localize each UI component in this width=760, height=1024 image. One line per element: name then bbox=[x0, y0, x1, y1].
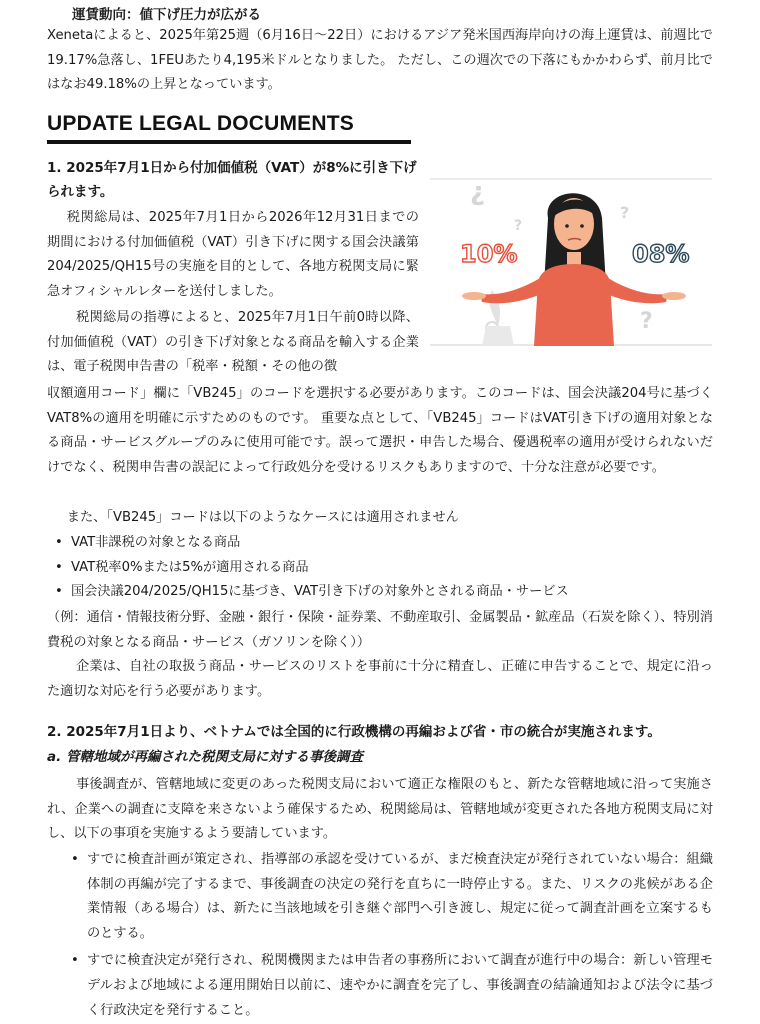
freight-heading: 運賃動向：値下げ圧力が広がる bbox=[72, 7, 261, 23]
item2-subheading: a. 管轄地域が再編された税関支局に対する事後調査 bbox=[47, 749, 363, 765]
section-title-underline bbox=[47, 140, 411, 144]
list-item: • 国会決議204/2025/QH15に基づき、VAT引き下げの対象外とされる商品・サービス bbox=[47, 580, 713, 605]
item1-paragraph-2a: 税関総局の指導によると、2025年7月1日午前0時以降、付加価値税（VAT）の引き下げ対象となる商品を輸入する企業は、電子税関申告書の「税率・税額・その他の徴 bbox=[47, 310, 419, 375]
question-mark-icon: ? bbox=[514, 218, 523, 234]
item1-paragraph-1: 税関総局は、2025年7月1日から2026年12月31日までの期間における付加価値税（VAT）引き下げに関する国会決議第204/2025/QH15号の実施を目的として、各地方税関支局に緊急オフィシャルレターを送付しました。 bbox=[47, 210, 419, 299]
list-item: • すでに検査決定が発行され、税関機関または申告者の事務所において調査が進行中の場合：新しい管理モデルおよび地域による運用開始日以前に、速やかに調査を完了し、事後調査の結論通知および法令に基づく行政決定を発行すること。 bbox=[47, 949, 713, 1023]
label-08-percent: 08% bbox=[632, 240, 690, 268]
freight-paragraph: Xenetaによると、2025年第25週（6月16日～22日）におけるアジア発米国西海岸向けの海上運賃は、前週比で19.17%急落し、1FEUあたり4,195米ドルとなりました。 ただし、この週次での下落にもかかわらず、前月比ではなお49.18%の上昇となっています。 bbox=[47, 28, 713, 93]
list-item: • VAT税率0%または5%が適用される商品 bbox=[47, 556, 713, 581]
list-item: • すでに検査計画が策定され、指導部の承認を受けているが、まだ検査決定が発行されていない場合：組織体制の再編が完了するまで、事後調査の決定の発行を直ちに一時停止する。また、リスクの兆候がある企業情報（ある場合）は、新たに当該地域を引き継ぐ部門へ引き渡し、規定に従って調査計画を立案するものとする。 bbox=[47, 848, 713, 946]
item2-heading: 2. 2025年7月1日より、ベトナムでは全国的に行政機構の再編および省・市の統合が実施されます。 bbox=[47, 724, 661, 740]
exclusion-intro: また、「VB245」コードは以下のようなケースには適用されません bbox=[66, 510, 459, 525]
item1-heading: 1. 2025年7月1日から付加価値税（VAT）が8%に引き下げられます。 bbox=[47, 160, 417, 200]
item2-paragraph-1: 事後調査が、管轄地域に変更のあった税関支局において適正な権限のもと、新たな管轄地域に沿って実施され、企業への調査に支障を来さないよう確保するため、税関総局は、管轄地域が変更された各地方税関支局に対し、以下の事項を実施するよう要請しています。 bbox=[47, 777, 713, 842]
exclusion-examples: （例：通信・情報技術分野、金融・銀行・保険・証券業、不動産取引、金属製品・鉱産品（石炭を除く）、特別消費税の対象となる商品・サービス（ガソリンを除く）） bbox=[47, 610, 713, 650]
vat-illustration bbox=[430, 178, 712, 346]
question-mark-icon: ¿ bbox=[470, 178, 486, 207]
label-10-percent: 10% bbox=[460, 240, 518, 268]
section-title: UPDATE LEGAL DOCUMENTS bbox=[47, 112, 354, 135]
exclusion-list bbox=[47, 531, 713, 605]
item1-paragraph-2b: 収額適用コード」欄に「VB245」のコードを選択する必要があります。このコードは、国会決議204号に基づくVAT8%の適用を明確に示すためのものです。 重要な点として、「VB245」コードはVAT引き下げの適用対象となる商品・サービスグループのみに使用可能です。誤って選択・申告した場合、優遇税率の適用が受けられないだけでなく、税関申告書の誤記によって行政処分を受けるリスクもありますので、十分な注意が必要です。 bbox=[47, 386, 713, 475]
item2-bullet-list bbox=[47, 848, 713, 1023]
list-item: • VAT非課税の対象となる商品 bbox=[47, 531, 713, 556]
question-mark-icon: ? bbox=[640, 309, 653, 334]
question-mark-icon: ? bbox=[620, 203, 630, 222]
item1-closing: 企業は、自社の取扱う商品・サービスのリストを事前に十分に精査し、正確に申告することで、規定に沿った適切な対応を行う必要があります。 bbox=[47, 659, 713, 699]
woman-shrug-illustration bbox=[430, 178, 712, 346]
